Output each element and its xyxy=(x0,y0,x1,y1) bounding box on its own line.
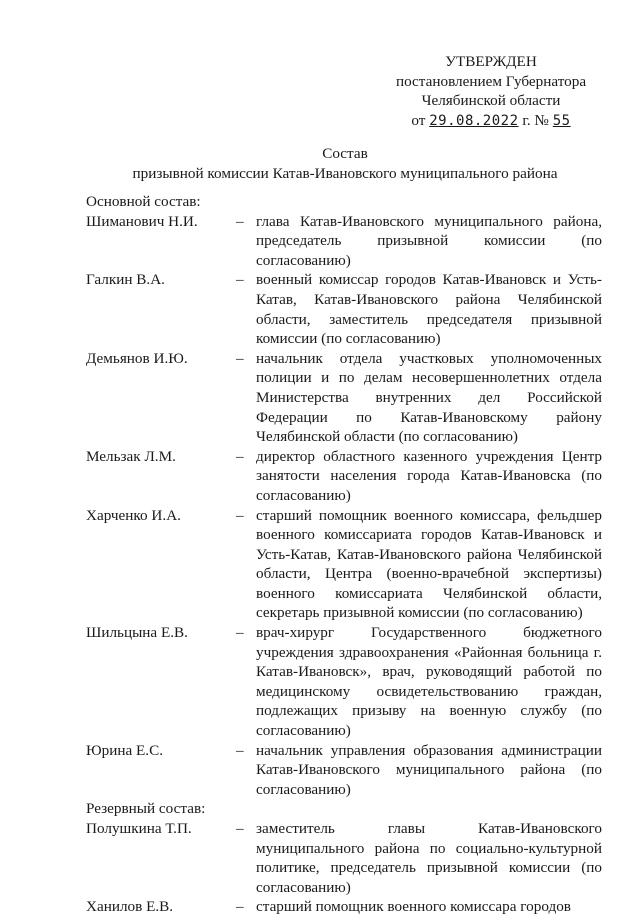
member-row xyxy=(86,212,602,271)
member-name: Ханилов Е.В. xyxy=(86,898,174,916)
member-desc: начальник управления образования администрации Катав-Ивановского муниципального района (по согласованию) xyxy=(256,741,602,798)
member-dash: – xyxy=(236,447,244,465)
member-row xyxy=(86,819,602,897)
reserve-section-label: Резервный состав: xyxy=(86,800,206,818)
member-name: Шиманович Н.И. xyxy=(86,212,198,230)
approval-number-label: г. № xyxy=(522,111,549,129)
member-desc: старший помощник военного комиссара, фельдшер военного комиссариата городов Катав-Ивановск и Усть-Катав, Катав-Ивановского района Челябинской области, Центра (военно-врачебной экспертизы) военного комиссариата Челябинской области, секретарь призывной комиссии (по согласованию) xyxy=(256,506,602,622)
member-dash: – xyxy=(236,212,244,230)
member-row xyxy=(86,447,602,506)
member-name: Шильцына Е.В. xyxy=(86,624,188,642)
member-row xyxy=(86,506,602,624)
approval-prefix: от xyxy=(411,111,426,129)
member-name: Юрина Е.С. xyxy=(86,741,163,759)
member-row xyxy=(86,623,602,741)
member-desc: начальник отдела участковых уполномоченных полиции и по делам несовершеннолетних отдела Министерства внутренних дел Российской Федерации по Катав-Ивановскому району Челябинской области (по согласованию) xyxy=(256,349,602,446)
member-dash: – xyxy=(236,624,244,642)
main-section-label: Основной состав: xyxy=(86,193,201,210)
approval-date-line xyxy=(380,111,602,132)
member-desc: директор областного казенного учреждения Центр занятости населения города Катав-Ивановска (по согласованию) xyxy=(256,447,602,504)
approval-date: 29.08.2022 xyxy=(429,112,519,129)
member-desc: глава Катав-Ивановского муниципального района, председатель призывной комиссии (по согласованию) xyxy=(256,212,602,269)
member-desc: старший помощник военного комиссара городов xyxy=(256,898,571,916)
member-desc: заместитель главы Катав-Ивановского муниципального района по социально-культурной политике, председатель призывной комиссии (по согласованию) xyxy=(256,820,602,896)
commission-list xyxy=(86,192,602,917)
member-name: Галкин В.А. xyxy=(86,271,165,289)
member-dash: – xyxy=(236,898,244,916)
member-dash: – xyxy=(236,271,244,289)
member-desc: врач-хирург Государственного бюджетного учреждения здравоохранения «Районная больница г. Катав-Ивановск», врач, руководящий работой по медицинскому освидетельствованию граждан, подлежащих призыву на военную службу (по согласованию) xyxy=(256,624,602,740)
member-row xyxy=(86,349,602,447)
main-members-list xyxy=(86,212,602,800)
document-heading xyxy=(80,144,610,183)
reserve-members-list xyxy=(86,819,602,917)
approval-stamp-block xyxy=(380,52,602,131)
member-name: Полушкина Т.П. xyxy=(86,820,192,837)
document-subtitle: призывной комиссии Катав-Ивановского муниципального района xyxy=(132,164,558,182)
member-row xyxy=(86,897,602,917)
member-name: Мельзак Л.М. xyxy=(86,447,176,465)
member-dash: – xyxy=(236,506,244,524)
member-row xyxy=(86,741,602,800)
approval-number: 55 xyxy=(552,112,571,129)
approval-line-2: Челябинской области xyxy=(421,92,561,110)
member-dash: – xyxy=(236,820,244,837)
member-dash: – xyxy=(236,349,244,367)
approval-line-1: постановлением Губернатора xyxy=(395,72,587,90)
member-name: Демьянов И.Ю. xyxy=(86,349,188,367)
member-name: Харченко И.А. xyxy=(86,506,181,524)
approval-title: УТВЕРЖДЕН xyxy=(445,53,537,70)
member-row xyxy=(86,270,602,348)
member-dash: – xyxy=(236,741,244,759)
member-desc: военный комиссар городов Катав-Ивановск и Усть-Катав, Катав-Ивановского района Челябинской области, заместитель председателя призывной комиссии (по согласованию) xyxy=(256,271,602,348)
document-title: Состав xyxy=(322,145,368,162)
